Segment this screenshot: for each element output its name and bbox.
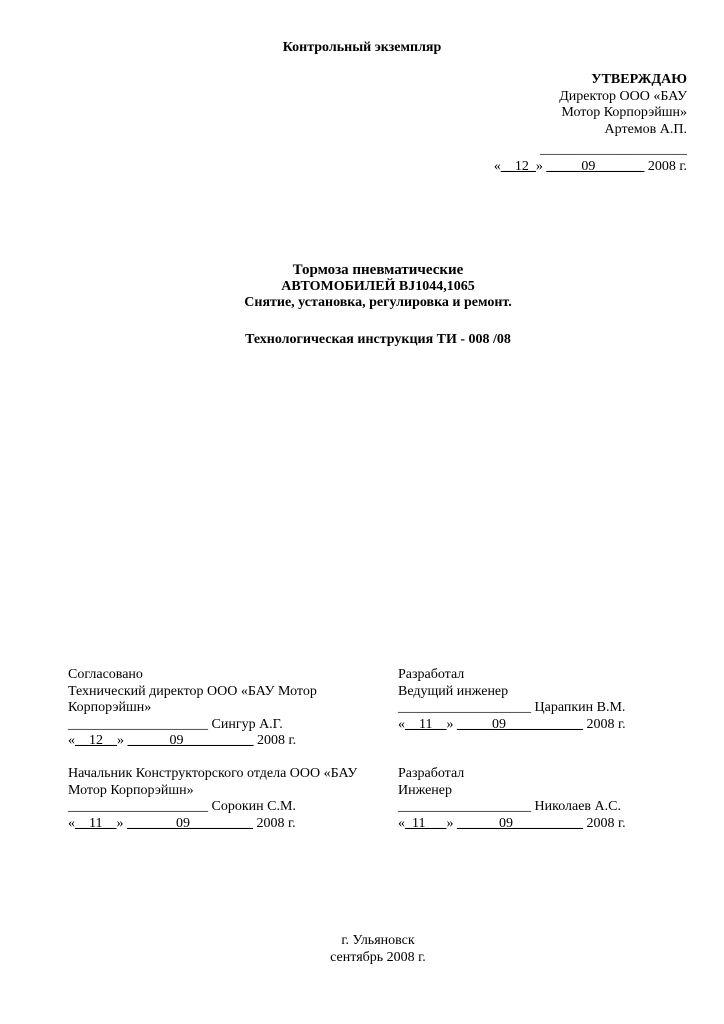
signature-date: «__11__» _______09_________ 2008 г.: [68, 815, 296, 831]
signer-name: Николаев А.С.: [534, 799, 621, 814]
control-copy-label: Контрольный экземпляр: [282, 40, 442, 55]
approval-title: УТВЕРЖДАЮ: [591, 72, 687, 87]
date-day: __11__: [75, 815, 117, 831]
signature-date: «__11__» _____09___________ 2008 г.: [398, 716, 626, 732]
date-year: 2008 г.: [586, 716, 626, 732]
instruction-number: Технологическая инструкция ТИ - 008 /08: [245, 331, 511, 347]
signature-position: Начальник Конструкторского отдела ООО «БАУ: [68, 766, 358, 781]
date-month: _______09_________: [126, 815, 253, 831]
approval-line: Мотор Корпорэйшн»: [561, 105, 687, 120]
title-line: Тормоза пневматические: [292, 262, 464, 278]
date-year: 2008 г.: [586, 815, 626, 831]
approval-line: Директор ООО «БАУ: [559, 88, 687, 104]
date-month: ______09__________: [127, 733, 254, 748]
date-day: _11___: [405, 815, 447, 831]
footer-city: г. Ульяновск: [341, 933, 415, 948]
signer-name: Сорокин С.М.: [211, 799, 296, 814]
signature-position: Мотор Корпорэйшн»: [68, 782, 194, 798]
document-title: [0, 262, 724, 348]
signature-heading: Согласовано: [68, 667, 143, 682]
signer-name: Царапкин В.М.: [534, 700, 626, 715]
signature-heading: Разработал: [398, 766, 465, 781]
title-line: Снятие, установка, регулировка и ремонт.: [244, 295, 512, 310]
signature-blank: ___________________: [398, 799, 531, 814]
signature-position: Технический директор ООО «БАУ Мотор: [68, 683, 317, 699]
date-day: __12__: [75, 733, 117, 748]
signature-position: Инженер: [398, 782, 453, 798]
date-month: ______09__________: [456, 815, 583, 831]
quote-open: «: [493, 158, 501, 174]
signature-position: Корпорэйшн»: [68, 700, 152, 715]
signature-date: «__12__» ______09__________ 2008 г.: [68, 733, 297, 748]
footer-date: сентябрь 2008 г.: [330, 949, 426, 965]
date-day: __11__: [405, 716, 447, 732]
date-month: _____09___________: [456, 716, 583, 732]
signature-position: Ведущий инженер: [398, 683, 509, 699]
signature-block-4: [398, 766, 698, 832]
quote-close: »: [535, 158, 543, 174]
date-year: 2008 г.: [647, 158, 687, 174]
signature-block-3: [68, 766, 398, 832]
signature-block-1: [68, 667, 388, 750]
title-line: АВТОМОБИЛЕЙ BJ1044,1065: [281, 278, 475, 294]
signature-name-line: [398, 799, 698, 816]
signature-date: «_11___» ______09__________ 2008 г.: [398, 815, 626, 831]
signer-name: Сингур А.Г.: [211, 716, 283, 732]
signature-blank: ____________________: [68, 799, 208, 814]
signature-blank: ____________________: [68, 716, 208, 732]
signature-name-line: [398, 700, 698, 717]
approval-block: [400, 72, 687, 175]
date-month: _____09_______: [546, 158, 645, 174]
signature-name-line: [68, 717, 388, 734]
date-year: 2008 г.: [256, 815, 296, 831]
signature-block-2: [398, 667, 698, 733]
signature-name-line: [68, 799, 398, 816]
signature-blank: ___________________: [398, 700, 531, 715]
footer: [0, 933, 724, 966]
approval-signature-line: _____________________: [540, 142, 687, 157]
date-year: 2008 г.: [257, 733, 297, 748]
signature-heading: Разработал: [398, 667, 465, 682]
approval-date: [400, 159, 687, 176]
approval-line: Артемов А.П.: [604, 121, 687, 137]
date-day: __12_: [500, 158, 536, 174]
